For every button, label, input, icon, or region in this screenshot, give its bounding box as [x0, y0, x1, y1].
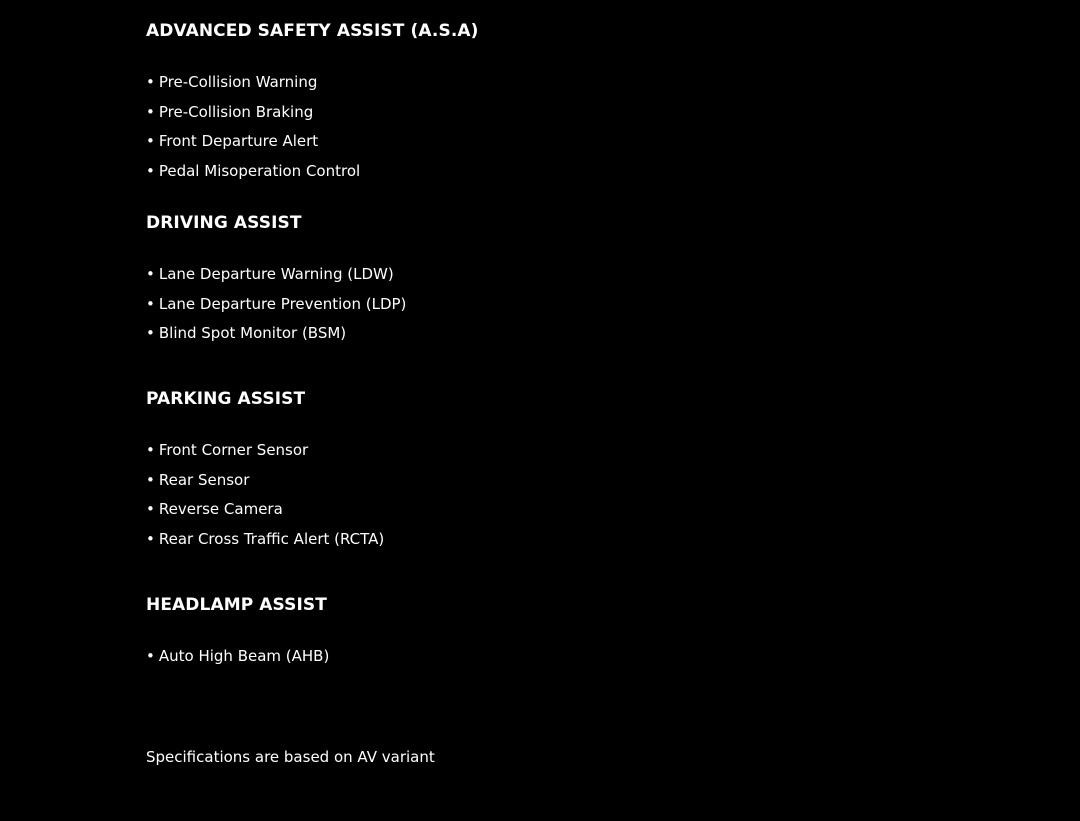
feature-list-advanced-safety-assist	[146, 68, 360, 186]
list-item	[146, 436, 384, 466]
bullet: •	[146, 294, 155, 313]
feature-label: Front Corner Sensor	[158, 441, 309, 459]
feature-label: Front Departure Alert	[158, 132, 319, 150]
section-title-driving-assist: DRIVING ASSIST	[146, 213, 302, 233]
bullet: •	[146, 73, 155, 91]
list-item	[146, 319, 406, 349]
bullet: •	[146, 500, 155, 518]
list-item	[146, 127, 360, 157]
list-item	[146, 466, 384, 496]
bullet: •	[146, 441, 155, 459]
list-item	[146, 260, 406, 290]
section-title-headlamp-assist: HEADLAMP ASSIST	[146, 595, 327, 615]
bullet: •	[146, 161, 155, 180]
feature-label: Rear Cross Traffic Alert (RCTA)	[158, 529, 385, 548]
bullet: •	[146, 265, 155, 283]
list-item	[146, 642, 329, 672]
feature-label: Lane Departure Warning (LDW)	[158, 265, 394, 283]
list-item	[146, 98, 360, 128]
specifications-footnote: Specifications are based on AV variant	[146, 748, 435, 766]
section-title-parking-assist: PARKING ASSIST	[146, 389, 306, 409]
bullet: •	[146, 102, 155, 121]
bullet: •	[146, 132, 155, 150]
feature-label: Pre-Collision Warning	[158, 73, 318, 91]
bullet: •	[146, 324, 155, 342]
bullet: •	[146, 529, 155, 548]
list-item	[146, 525, 384, 555]
section-title-advanced-safety-assist: ADVANCED SAFETY ASSIST (A.S.A)	[146, 21, 479, 41]
list-item	[146, 157, 360, 187]
list-item	[146, 290, 406, 320]
feature-label: Pedal Misoperation Control	[158, 161, 361, 180]
bullet: •	[146, 470, 155, 489]
feature-list-driving-assist	[146, 260, 406, 349]
list-item	[146, 68, 360, 98]
bullet: •	[146, 647, 155, 665]
feature-list-parking-assist	[146, 436, 384, 554]
feature-label: Rear Sensor	[158, 470, 250, 489]
feature-label: Lane Departure Prevention (LDP)	[158, 294, 407, 313]
feature-label: Reverse Camera	[158, 500, 283, 518]
list-item	[146, 495, 384, 525]
feature-label: Auto High Beam (AHB)	[158, 647, 330, 665]
feature-label: Pre-Collision Braking	[158, 102, 314, 121]
feature-list-headlamp-assist	[146, 642, 329, 672]
feature-label: Blind Spot Monitor (BSM)	[158, 324, 347, 342]
